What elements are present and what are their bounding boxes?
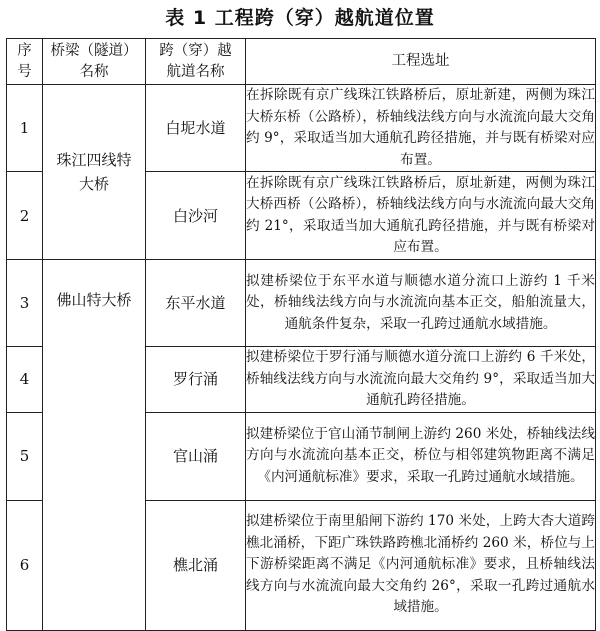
bridge-name: 珠江四线特大桥 bbox=[43, 85, 146, 260]
channel-name: 东平水道 bbox=[146, 260, 246, 347]
site-description: 拟建桥梁位于罗行涌与顺德水道分流口上游约 6 千米处，桥轴线法线方向与水流流向最大交角约 9°，采取适当加大通航孔跨径措施。 bbox=[246, 347, 596, 413]
site-description: 在拆除既有京广线珠江铁路桥后，原址新建，两侧为珠江大桥东桥（公路桥），桥轴线法线方向与水流流向最大交角约 9°，采取适当加大通航孔跨径措施，并与既有桥梁对应布置。 bbox=[246, 85, 596, 172]
row-number: 6 bbox=[7, 500, 43, 630]
site-description: 拟建桥梁位于南里船闸下游约 170 米处，上跨大杏大道跨樵北涌桥，下距广珠铁路跨樵北涌桥约 260 米，桥位与上下游桥梁距离不满足《内河通航标准》要求，且桥轴线法线方向与水流流向最大交角约 26°，采取一孔跨过通航水域措施。 bbox=[246, 500, 596, 630]
header-bridge: 桥梁（隧道）名称 bbox=[43, 39, 146, 85]
row-number: 2 bbox=[7, 172, 43, 260]
channel-name: 白坭水道 bbox=[146, 85, 246, 172]
table-row bbox=[7, 85, 596, 172]
row-number: 4 bbox=[7, 347, 43, 413]
table-row bbox=[7, 260, 596, 347]
table-title: 表 1 工程跨（穿）越航道位置 bbox=[165, 7, 435, 29]
row-number: 5 bbox=[7, 412, 43, 500]
channel-name: 罗行涌 bbox=[146, 347, 246, 413]
site-description: 拟建桥梁位于东平水道与顺德水道分流口上游约 1 千米处，桥轴线法线方向与水流流向基本正交，船舶流量大，通航条件复杂，采取一孔跨过通航水域措施。 bbox=[246, 260, 596, 347]
channel-name: 白沙河 bbox=[146, 172, 246, 260]
site-description: 拟建桥梁位于官山涌节制闸上游约 260 米处，桥轴线法线方向与水流流向基本正交，桥位与相邻建筑物距离不满足《内河通航标准》要求，采取一孔跨过通航水域措施。 bbox=[246, 412, 596, 500]
header-row bbox=[7, 39, 596, 85]
row-number: 1 bbox=[7, 85, 43, 172]
header-site: 工程选址 bbox=[246, 39, 596, 85]
channel-crossing-table bbox=[6, 38, 596, 631]
site-description: 在拆除既有京广线珠江铁路桥后，原址新建，两侧为珠江大桥西桥（公路桥），桥轴线法线方向与水流流向最大交角约 21°，采取适当加大通航孔跨径措施，并与既有桥梁对应布置。 bbox=[246, 172, 596, 260]
channel-name: 樵北涌 bbox=[146, 500, 246, 630]
channel-name: 官山涌 bbox=[146, 412, 246, 500]
header-channel: 跨（穿）越航道名称 bbox=[146, 39, 246, 85]
header-no: 序号 bbox=[7, 39, 43, 85]
row-number: 3 bbox=[7, 260, 43, 347]
bridge-name: 佛山特大桥 bbox=[43, 260, 146, 631]
